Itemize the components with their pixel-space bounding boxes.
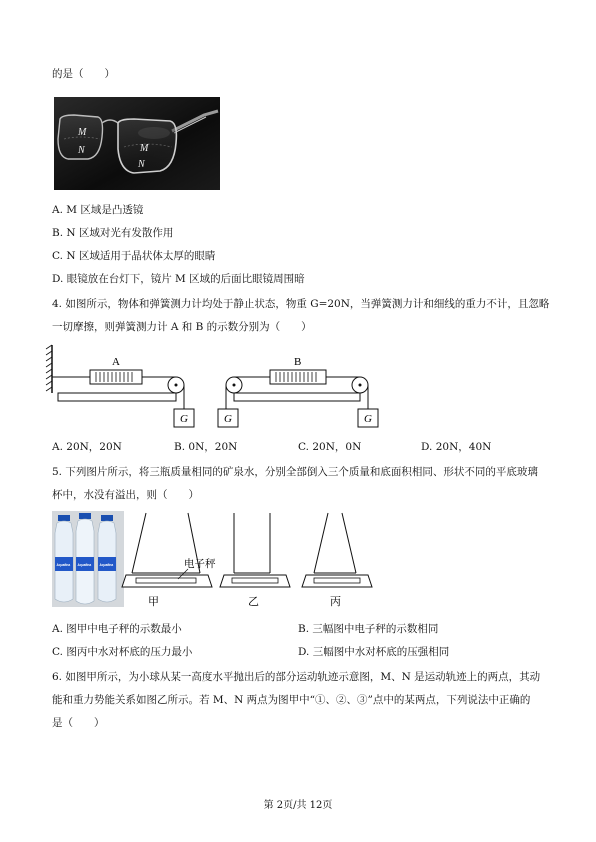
q4-option-a[interactable]: A. 20N，20N: [52, 441, 122, 453]
q3-option-d[interactable]: D. 眼镜放在台灯下，镜片 M 区域的后面比眼镜周围暗: [52, 273, 305, 285]
bottle-label-2: Aquafina: [77, 563, 92, 567]
q4-options: [52, 440, 552, 454]
label-bing: 丙: [330, 596, 341, 608]
page-footer: 第 2页/共 12页: [263, 800, 333, 811]
q5-option-c[interactable]: C. 图丙中水对杯底的压力最小: [52, 646, 193, 658]
weight-g-2: G: [224, 413, 232, 425]
q5-options-row2: [52, 645, 552, 659]
bottle-label-1: Aquafina: [56, 563, 71, 567]
label-jia: 甲: [148, 596, 159, 608]
q3-stem-tail: 的是（ ）: [52, 68, 115, 80]
photo-label-m-right: M: [140, 143, 149, 154]
label-yi: 乙: [248, 596, 259, 608]
q3-option-c[interactable]: C. N 区域适用于晶状体太厚的眼睛: [52, 250, 216, 262]
q6-stem-line3: 是（ ）: [52, 717, 105, 729]
q6-stem-line2: 能和重力势能关系如图乙所示。若 M、N 两点为图甲中“①、②、③”点中的某两点，下列说法中正确的: [52, 694, 531, 706]
photo-label-m-left: M: [78, 127, 87, 138]
q5-options-row1: [52, 622, 552, 636]
q4-stem-line1: 4. 如图所示，物体和弹簧测力计均处于静止状态，物重 G=20N，当弹簧测力计和细线的重力不计，且忽略: [52, 298, 550, 310]
label-scale: 电子秤: [184, 559, 216, 570]
q5-stem-line1: 5. 下列图片所示，将三瓶质量相同的矿泉水，分别全部倒入三个质量和底面积相同、形状不同的平底玻璃: [52, 466, 538, 478]
q5-stem-line2: 杯中，水没有溢出，则（ ）: [52, 489, 199, 501]
q3-option-b[interactable]: B. N 区域对光有发散作用: [52, 227, 174, 239]
scale-b-label: B: [294, 356, 302, 368]
photo-label-n-left: N: [78, 145, 85, 156]
weight-g-3: G: [364, 413, 372, 425]
glasses-photo: [54, 97, 220, 190]
q3-option-a[interactable]: A. M 区域是凸透镜: [52, 204, 144, 216]
bottle-label-3: Aquafina: [99, 563, 114, 567]
q4-stem-line2: 一切摩擦，则弹簧测力计 A 和 B 的示数分别为（ ）: [52, 321, 312, 333]
spring-scale-figure: [44, 343, 394, 433]
q4-option-d[interactable]: D. 20N，40N: [421, 441, 492, 453]
q5-option-b[interactable]: B. 三幅图中电子秤的示数相同: [298, 623, 439, 635]
q5-option-d[interactable]: D. 三幅图中水对杯底的压强相同: [298, 646, 450, 658]
q6-stem-line1: 6. 如图甲所示，为小球从某一高度水平抛出后的部分运动轨迹示意图，M、N 是运动轨迹上的两点，其动: [52, 671, 541, 683]
glasses-illustration: [54, 97, 220, 190]
q5-option-a[interactable]: A. 图甲中电子秤的示数最小: [52, 623, 182, 635]
weight-g-1: G: [180, 413, 188, 425]
q4-option-c[interactable]: C. 20N，0N: [298, 441, 362, 453]
q4-option-b[interactable]: B. 0N，20N: [174, 441, 238, 453]
cups-on-scales-figure: [52, 511, 392, 611]
photo-label-n-right: N: [138, 159, 145, 170]
scale-a-label: A: [112, 356, 120, 368]
